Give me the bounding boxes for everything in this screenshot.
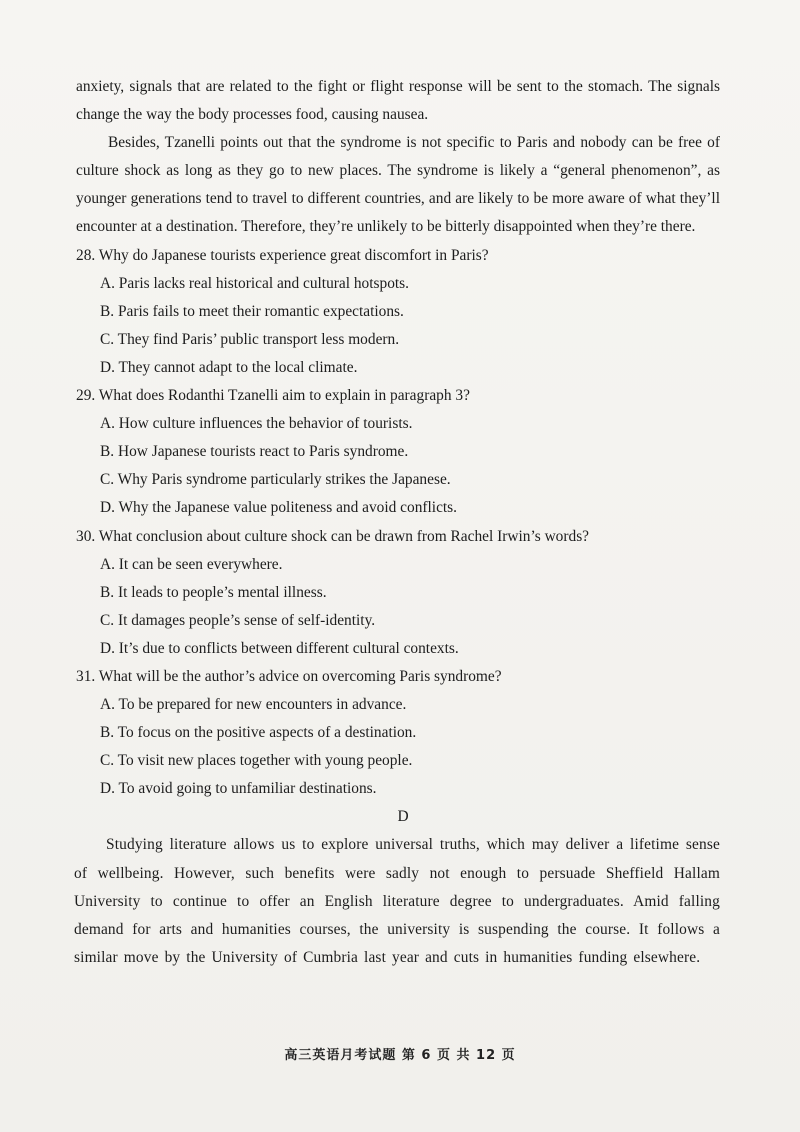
answer-option: A. Paris lacks real historical and cultural hotspots. [100, 274, 410, 292]
answer-option: C. Why Paris syndrome particularly strikes the Japanese. [100, 471, 451, 489]
answer-option: C. To visit new places together with young people. [100, 752, 413, 770]
question-stem: 28. Why do Japanese tourists experience great discomfort in Paris? [76, 246, 489, 264]
question-30 [76, 523, 720, 663]
answer-option: A. How culture influences the behavior of tourists. [100, 415, 413, 433]
answer-option: C. It damages people’s sense of self-identity. [100, 611, 376, 629]
passage-d-paragraph: Studying literature allows us to explore universal truths, which may deliver a lifetime sense of wellbeing. However, such benefits were sadly not enough to persuade Sheffield Hallam University to continue to offer an English literature degree to undergraduates. Amid falling demand for arts and humanities courses, the university is suspending the course. It follows a similar move by the University of Cumbria last year and cuts in humanities funding elsewhere. [74, 836, 720, 966]
answer-option: B. Paris fails to meet their romantic expectations. [100, 302, 404, 320]
question-31 [76, 663, 720, 803]
section-heading: D [397, 808, 409, 826]
answer-option: D. It’s due to conflicts between different cultural contexts. [100, 639, 459, 657]
question-stem: 31. What will be the author’s advice on overcoming Paris syndrome? [76, 667, 502, 685]
question-28 [76, 242, 720, 382]
answer-option: B. To focus on the positive aspects of a destination. [100, 724, 417, 742]
answer-option: D. They cannot adapt to the local climate. [100, 358, 358, 376]
answer-option: C. They find Paris’ public transport less modern. [100, 330, 400, 348]
answer-option: B. How Japanese tourists react to Paris syndrome. [100, 443, 409, 461]
answer-option: D. Why the Japanese value politeness and avoid conflicts. [100, 499, 458, 517]
question-stem: 30. What conclusion about culture shock can be drawn from Rachel Irwin’s words? [76, 527, 590, 545]
answer-option: D. To avoid going to unfamiliar destinations. [100, 780, 377, 798]
answer-option: A. It can be seen everywhere. [100, 555, 283, 573]
answer-option: B. It leads to people’s mental illness. [100, 583, 327, 601]
question-29 [76, 382, 720, 522]
passage-c-paragraph: Besides, Tzanelli points out that the syndrome is not specific to Paris and nobody can be free of culture shock as long as they go to new places. The syndrome is likely a “general phenomenon”, as younger generations tend to travel to different countries, and are likely to be more aware of what they’ll encounter at a destination. Therefore, they’re unlikely to be bitterly disappointed when they’re there. [76, 134, 720, 236]
page-content [76, 73, 720, 972]
passage-c-paragraph: anxiety, signals that are related to the fight or flight response will be sent to the stomach. The signals change the way the body processes food, causing nausea. [76, 78, 720, 124]
page-footer: 高三英语月考试题 第 6 页 共 12 页 [284, 1048, 516, 1063]
answer-option: A. To be prepared for new encounters in advance. [100, 696, 407, 714]
question-stem: 29. What does Rodanthi Tzanelli aim to explain in paragraph 3? [76, 387, 470, 405]
